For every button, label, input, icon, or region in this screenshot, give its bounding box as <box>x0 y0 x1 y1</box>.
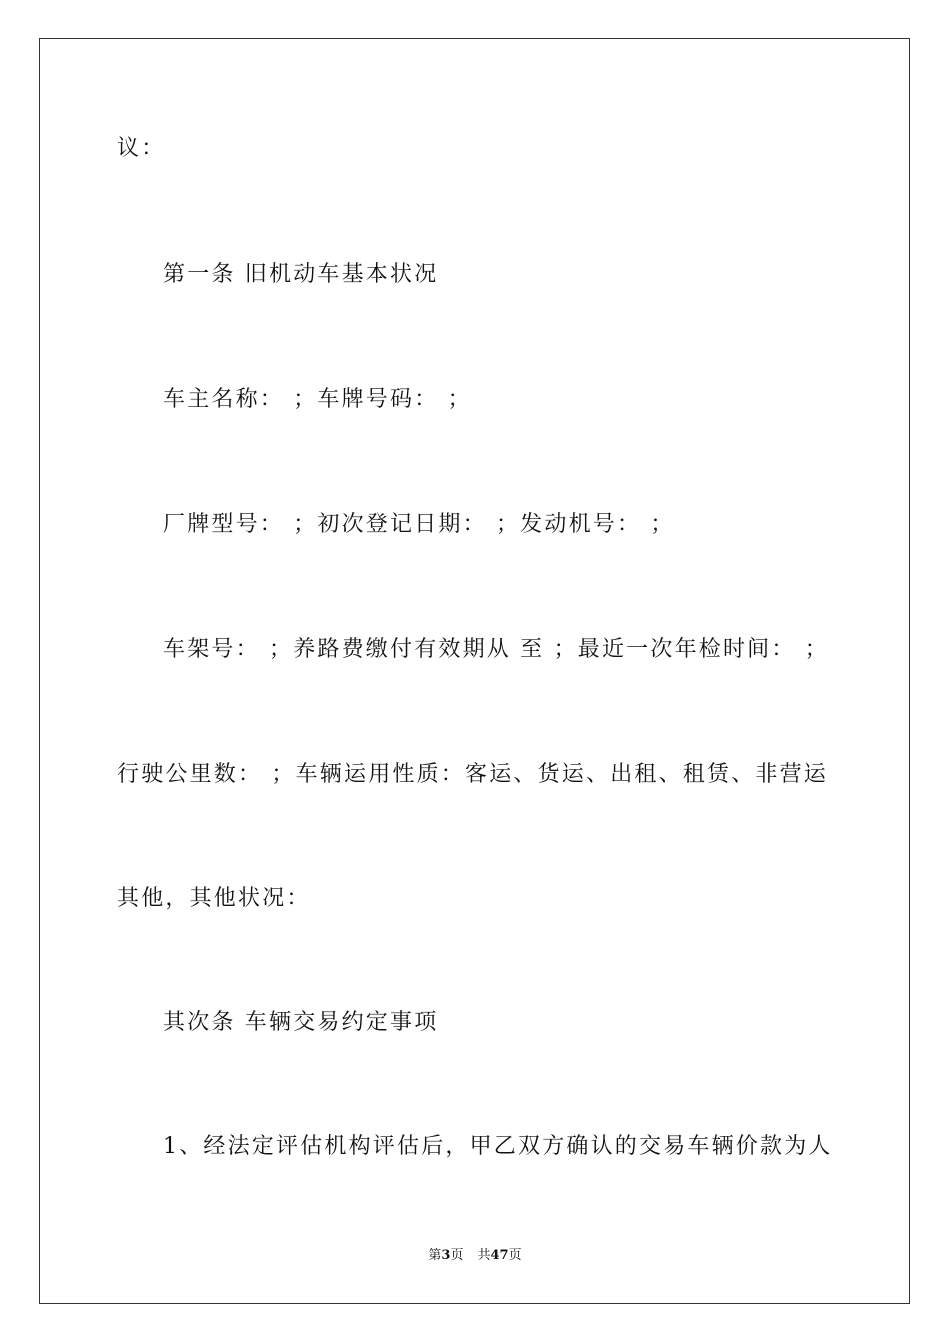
footer-total-suffix: 页 <box>508 1248 522 1263</box>
paragraph-line-other: 其他，其他状况： <box>117 886 311 911</box>
section-heading-2: 其次条 车辆交易约定事项 <box>163 1010 439 1035</box>
paragraph-line-owner: 车主名称： ；车牌号码： ； <box>163 387 472 412</box>
paragraph-line-price: 1、经法定评估机构评估后，甲乙双方确认的交易车辆价款为人 <box>163 1134 833 1159</box>
footer-page-suffix: 页 <box>450 1248 464 1263</box>
paragraph-line-model: 厂牌型号： ；初次登记日期： ；发动机号： ； <box>163 512 675 537</box>
page-footer <box>0 1248 950 1264</box>
paragraph-line-mileage: 行驶公里数： ；车辆运用性质：客运、货运、出租、租赁、非营运 <box>117 762 828 787</box>
footer-page-number: 3 <box>441 1248 451 1263</box>
footer-total-prefix: 共 <box>477 1248 491 1263</box>
page-border <box>39 38 910 1304</box>
paragraph-line-frame: 车架号： ；养路费缴付有效期从 至 ；最近一次年检时间： ； <box>163 637 829 662</box>
section-heading-1: 第一条 旧机动车基本状况 <box>163 262 439 287</box>
paragraph-line-1: 议： <box>117 136 166 161</box>
footer-page-prefix: 第 <box>428 1248 442 1263</box>
footer-total-number: 47 <box>490 1248 509 1263</box>
